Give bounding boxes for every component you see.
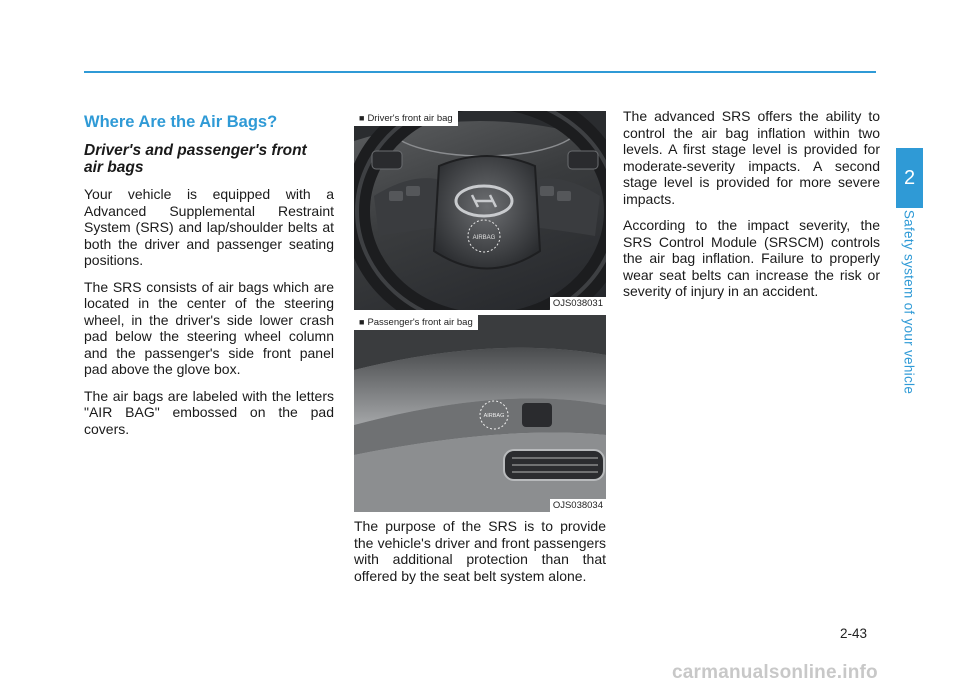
watermark: carmanualsonline.info [672, 662, 878, 683]
paragraph: According to the impact severity, the SRS Control Module (SRSCM) controls the air bag inflation. Failure to properly wear seat belts can increase the risk or severity of injury in an accident. [623, 217, 880, 299]
paragraph: The air bags are labeled with the letters "AIR BAG" embossed on the pad covers. [84, 387, 334, 437]
header-rule [84, 71, 876, 73]
chapter-number-tab: 2 [896, 148, 923, 208]
left-column [84, 108, 334, 447]
middle-text [354, 518, 606, 594]
airbag-emboss-label: AIRBAG [483, 413, 505, 419]
sub-heading: Driver's and passenger's front air bags [84, 142, 307, 176]
airbag-emboss-label: AIRBAG [472, 235, 496, 241]
figure-caption: ■ Passenger's front air bag [354, 315, 478, 330]
figure-caption: ■ Driver's front air bag [354, 111, 458, 126]
paragraph: Your vehicle is equipped with a Advanced Supplemental Restraint System (SRS) and lap/shoulder belts at both the driver and passenger seating positions. [84, 186, 334, 268]
steering-wheel-illustration [354, 111, 606, 310]
paragraph: The purpose of the SRS is to provide the vehicle's driver and front passengers with additional protection than that offered by the seat belt system alone. [354, 518, 606, 584]
driver-airbag-photo [354, 111, 606, 310]
page-number: 2-43 [840, 626, 868, 641]
paragraph: The SRS consists of air bags which are located in the center of the steering wheel, in the driver's side lower crash pad below the steering wheel column and the passenger's side front panel pad above the glove box. [84, 278, 334, 377]
right-column [623, 108, 880, 310]
passenger-airbag-photo [354, 315, 606, 512]
section-heading: Where Are the Air Bags? [84, 113, 278, 131]
dashboard-illustration [354, 315, 606, 512]
figure-code: OJS038031 [550, 297, 606, 310]
figure-code: OJS038034 [550, 499, 606, 512]
paragraph: The advanced SRS offers the ability to control the air bag inflation within two levels. A first stage level is provided for moderate-severity impacts. A second stage level is provided for more severe impacts. [623, 108, 880, 207]
